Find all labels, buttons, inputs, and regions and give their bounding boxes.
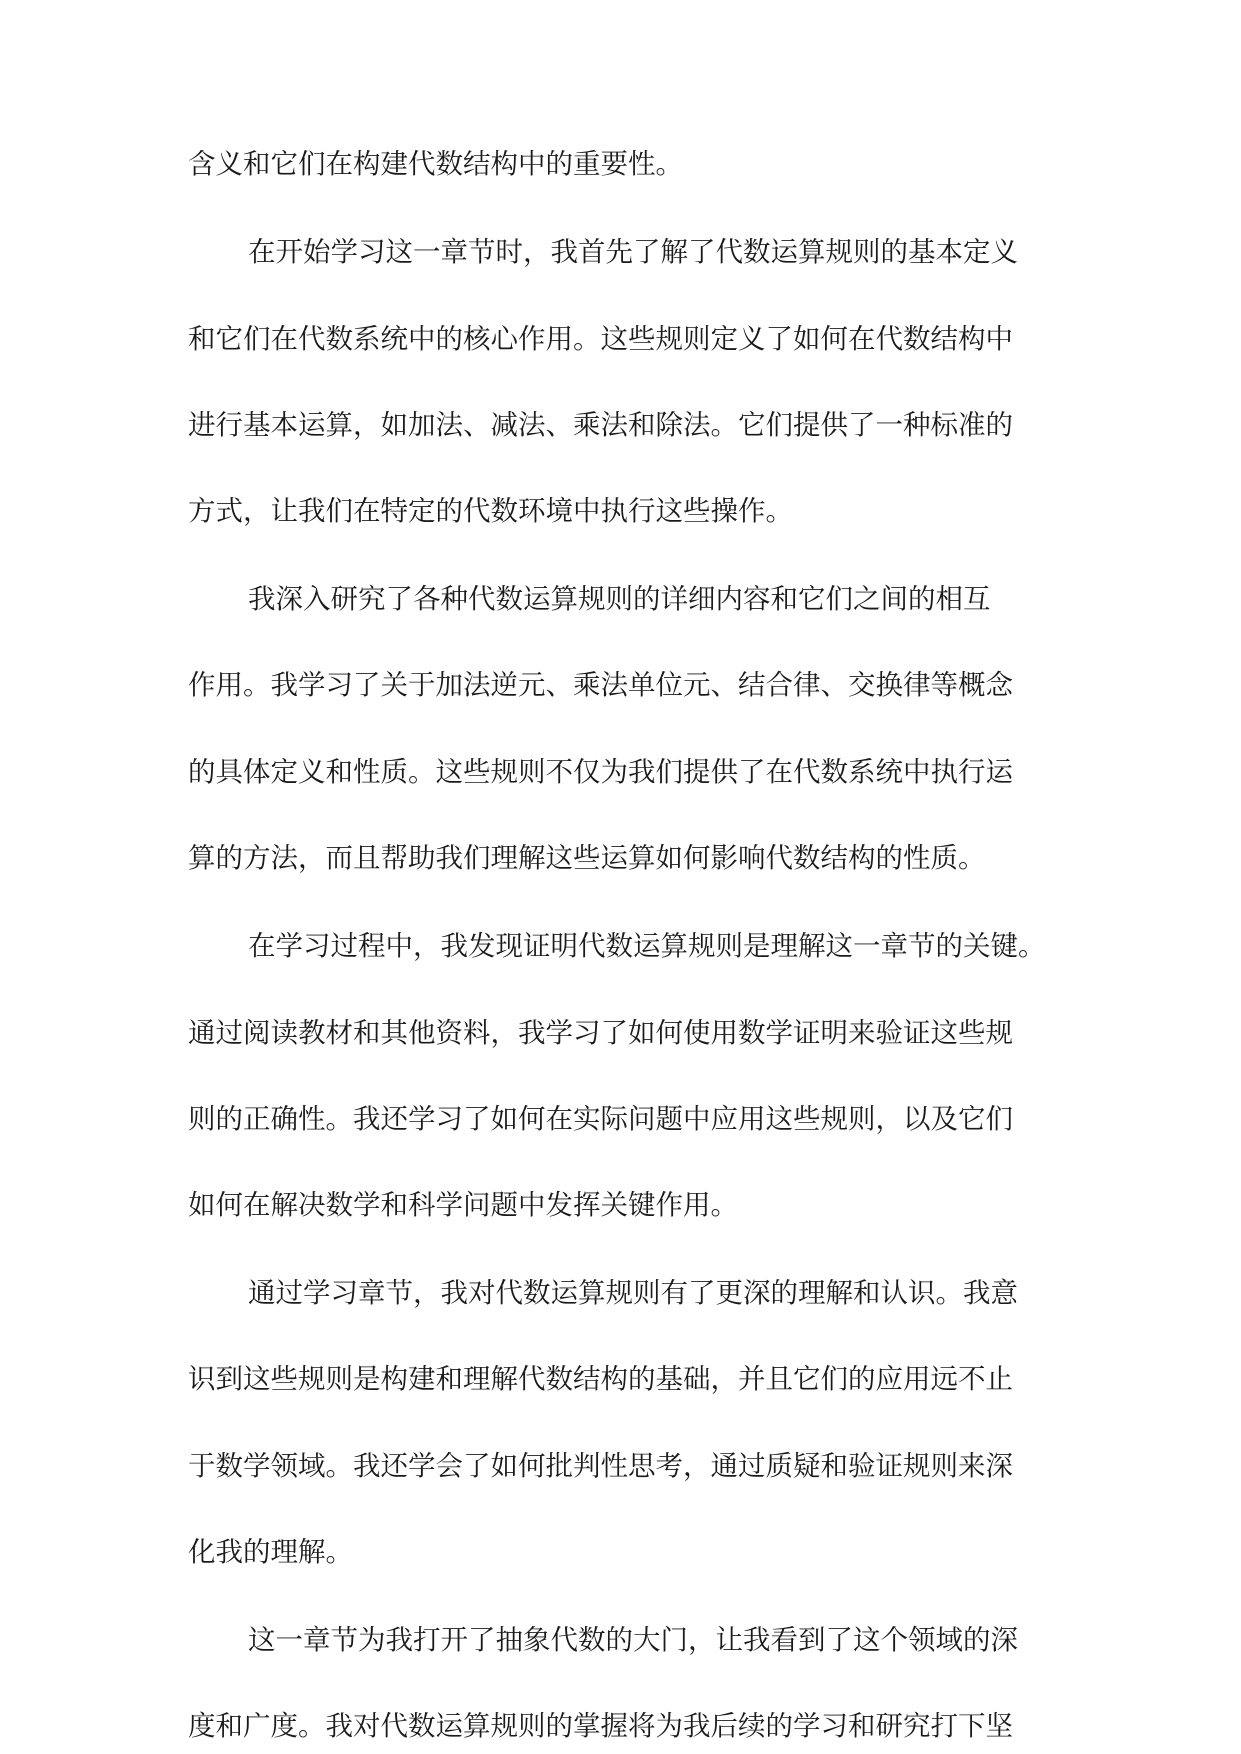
- text-line: 和它们在代数系统中的核心作用。这些规则定义了如何在代数结构中: [188, 323, 1013, 355]
- text-line: 通过学习章节，我对代数运算规则有了更深的理解和认识。我意: [248, 1277, 1018, 1309]
- text-line: 识到这些规则是构建和理解代数结构的基础，并且它们的应用远不止: [188, 1363, 1013, 1395]
- text-line: 方式，让我们在特定的代数环境中执行这些操作。: [188, 495, 793, 527]
- text-line: 算的方法，而且帮助我们理解这些运算如何影响代数结构的性质。: [188, 842, 986, 874]
- text-line: 作用。我学习了关于加法逆元、乘法单位元、结合律、交换律等概念: [188, 669, 1013, 701]
- text-line: 如何在解决数学和科学问题中发挥关键作用。: [188, 1189, 738, 1221]
- text-line: 的具体定义和性质。这些规则不仅为我们提供了在代数系统中执行运: [188, 756, 1013, 788]
- text-line: 度和广度。我对代数运算规则的掌握将为我后续的学习和研究打下坚: [188, 1710, 1013, 1742]
- text-line: 这一章节为我打开了抽象代数的大门，让我看到了这个领域的深: [248, 1624, 1018, 1656]
- text-line: 含义和它们在构建代数结构中的重要性。: [188, 148, 683, 180]
- text-line: 化我的理解。: [188, 1536, 353, 1568]
- text-line: 在开始学习这一章节时，我首先了解了代数运算规则的基本定义: [248, 236, 1018, 268]
- text-line: 通过阅读教材和其他资料，我学习了如何使用数学证明来验证这些规: [188, 1017, 1013, 1049]
- text-line: 我深入研究了各种代数运算规则的详细内容和它们之间的相互: [248, 583, 991, 615]
- text-line: 则的正确性。我还学习了如何在实际问题中应用这些规则，以及它们: [188, 1103, 1013, 1135]
- text-line: 在学习过程中，我发现证明代数运算规则是理解这一章节的关键。: [248, 930, 1046, 962]
- text-line: 于数学领域。我还学会了如何批判性思考，通过质疑和验证规则来深: [188, 1450, 1013, 1482]
- text-line: 进行基本运算，如加法、减法、乘法和除法。它们提供了一种标准的: [188, 409, 1013, 441]
